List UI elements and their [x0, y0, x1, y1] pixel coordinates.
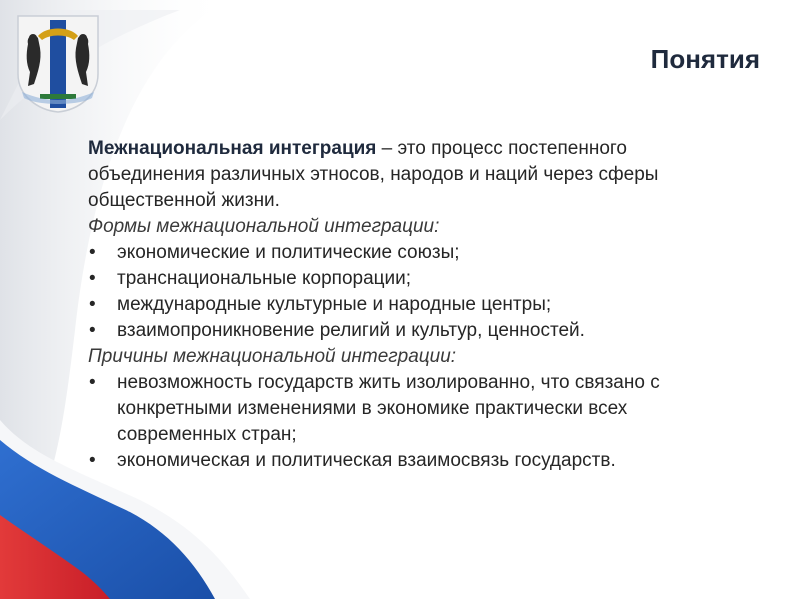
bullet-icon: •: [89, 320, 96, 341]
forms-heading: Формы межнациональной интеграции:: [88, 216, 440, 237]
list-item: • международные культурные и народные центры;: [88, 292, 748, 318]
definition-term: Межнациональная интеграция: [88, 138, 377, 159]
bullet-icon: •: [89, 450, 96, 471]
coat-of-arms-logo: [16, 14, 100, 114]
bullet-icon: •: [89, 294, 96, 315]
list-item: • транснациональные корпорации;: [88, 266, 748, 292]
slide-title: Понятия: [650, 44, 760, 74]
list-item: • невозможность государств жить изолированно, что связано с конкретными изменениями в экономике практически всех современных стран;: [89, 372, 660, 445]
slide-content: [88, 136, 748, 474]
list-item: • экономическая и политическая взаимосвязь государств.: [88, 448, 748, 474]
definition-text: – это процесс постепенного объединения различных этносов, народов и наций через сферы общественной жизни.: [88, 138, 659, 211]
bullet-icon: •: [89, 268, 96, 289]
list-item: • экономические и политические союзы;: [88, 240, 748, 266]
bullet-icon: •: [89, 372, 96, 393]
causes-list: [88, 370, 748, 474]
forms-list: [88, 240, 748, 344]
definition-paragraph: [88, 136, 748, 214]
bullet-icon: •: [89, 242, 96, 263]
causes-heading: Причины межнациональной интеграции:: [88, 346, 457, 367]
list-item: • взаимопроникновение религий и культур, ценностей.: [88, 318, 748, 344]
